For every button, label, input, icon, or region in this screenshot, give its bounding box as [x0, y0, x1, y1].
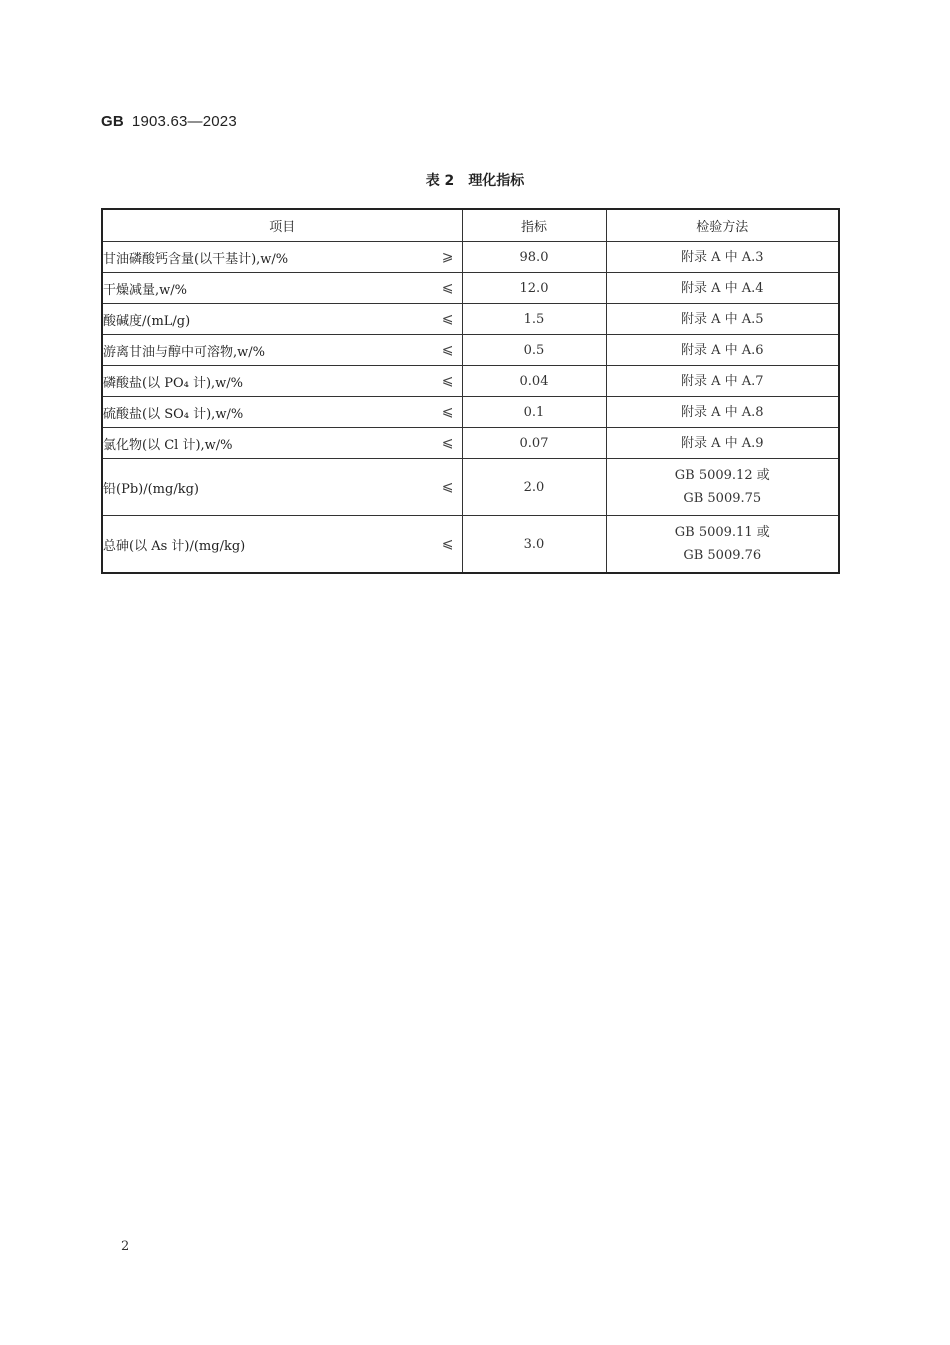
method-text-line-1: GB 5009.11 或 — [674, 525, 770, 540]
item-cell — [102, 516, 462, 574]
value-cell: 3.0 — [462, 516, 606, 574]
page-number: 2 — [121, 1239, 130, 1254]
comparison-operator: ⩽ — [441, 280, 454, 296]
comparison-operator: ⩽ — [441, 404, 454, 420]
table-row — [102, 242, 839, 273]
value-cell: 0.04 — [462, 366, 606, 397]
comparison-operator: ⩽ — [441, 435, 454, 451]
method-text: 附录 A 中 A.9 — [680, 435, 764, 451]
document-header — [101, 113, 237, 130]
item-name: 铅(Pb)/(mg/kg) — [103, 481, 199, 497]
method-text: 附录 A 中 A.4 — [680, 280, 764, 296]
table-row — [102, 304, 839, 335]
table-row — [102, 397, 839, 428]
item-name: 甘油磷酸钙含量(以干基计),w/% — [103, 251, 289, 267]
item-cell — [102, 242, 462, 273]
comparison-operator: ⩽ — [441, 373, 454, 389]
column-header-method: 检验方法 — [606, 209, 839, 242]
method-cell — [606, 459, 839, 516]
item-cell — [102, 459, 462, 516]
method-text: 附录 A 中 A.5 — [680, 311, 764, 327]
comparison-operator: ⩽ — [441, 342, 454, 358]
method-text-line-1: GB 5009.12 或 — [674, 468, 770, 483]
item-cell — [102, 397, 462, 428]
physicochemical-spec-table — [101, 208, 840, 574]
value-cell: 98.0 — [462, 242, 606, 273]
table-row — [102, 366, 839, 397]
table-row — [102, 335, 839, 366]
value-cell: 2.0 — [462, 459, 606, 516]
column-header-item: 项目 — [102, 209, 462, 242]
table-header-row — [102, 209, 839, 242]
item-name: 酸碱度/(mL/g) — [103, 313, 191, 329]
table-title — [0, 170, 950, 190]
item-cell — [102, 335, 462, 366]
method-cell — [606, 242, 839, 273]
value-cell: 0.5 — [462, 335, 606, 366]
method-text-line-2: GB 5009.76 — [683, 548, 762, 563]
method-cell — [606, 428, 839, 459]
method-cell — [606, 516, 839, 574]
item-name: 游离甘油与醇中可溶物,w/% — [103, 344, 265, 360]
method-cell — [606, 366, 839, 397]
value-cell: 0.07 — [462, 428, 606, 459]
standard-prefix: GB — [101, 113, 124, 130]
method-cell — [606, 397, 839, 428]
item-name: 氯化物(以 Cl 计),w/% — [103, 437, 233, 453]
method-cell — [606, 335, 839, 366]
value-cell: 0.1 — [462, 397, 606, 428]
comparison-operator: ⩾ — [441, 249, 454, 265]
table-name: 理化指标 — [468, 173, 525, 189]
item-cell — [102, 428, 462, 459]
method-text: 附录 A 中 A.8 — [680, 404, 764, 420]
item-cell — [102, 273, 462, 304]
method-cell — [606, 273, 839, 304]
method-cell — [606, 304, 839, 335]
table-row — [102, 459, 839, 516]
value-cell: 12.0 — [462, 273, 606, 304]
method-text-line-2: GB 5009.75 — [683, 491, 762, 506]
method-text: 附录 A 中 A.6 — [680, 342, 764, 358]
item-name: 总砷(以 As 计)/(mg/kg) — [103, 538, 246, 554]
method-text: 附录 A 中 A.3 — [680, 249, 764, 265]
table-row — [102, 273, 839, 304]
comparison-operator: ⩽ — [441, 479, 454, 495]
table-number: 表 2 — [425, 173, 455, 189]
column-header-value: 指标 — [462, 209, 606, 242]
value-cell: 1.5 — [462, 304, 606, 335]
table-row — [102, 428, 839, 459]
item-cell — [102, 366, 462, 397]
item-cell — [102, 304, 462, 335]
standard-number: 1903.63—2023 — [131, 113, 237, 130]
method-text: 附录 A 中 A.7 — [680, 373, 764, 389]
item-name: 磷酸盐(以 PO₄ 计),w/% — [103, 375, 244, 391]
table-row — [102, 516, 839, 574]
item-name: 硫酸盐(以 SO₄ 计),w/% — [103, 406, 244, 422]
comparison-operator: ⩽ — [441, 536, 454, 552]
item-name: 干燥减量,w/% — [103, 282, 187, 298]
comparison-operator: ⩽ — [441, 311, 454, 327]
